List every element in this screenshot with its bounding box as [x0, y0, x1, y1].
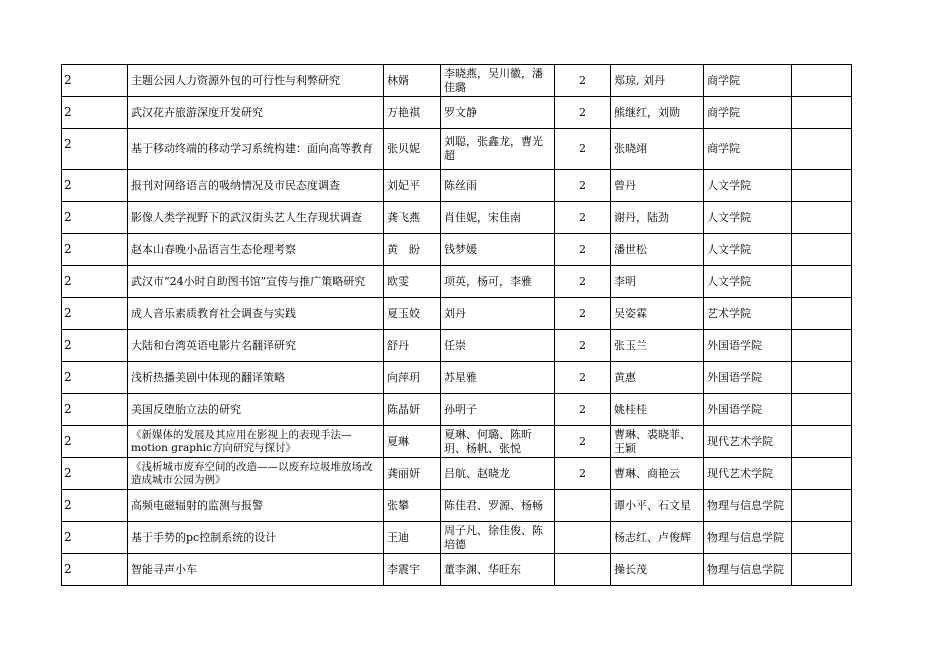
- remark-cell: [792, 458, 852, 490]
- advisor-cell: 吴姿霖: [611, 298, 704, 330]
- title-cell: 武汉市“24小时自助图书馆”宣传与推广策略研究: [128, 266, 384, 298]
- advisor-cell: 曾丹: [611, 170, 704, 202]
- members-cell: 钱梦媛: [441, 234, 555, 266]
- remark-cell: [792, 554, 852, 586]
- members-cell: 吕航、赵晓龙: [441, 458, 555, 490]
- advisor-cell: 杨志红、卢俊辉: [611, 522, 704, 554]
- remark-cell: [792, 394, 852, 426]
- college-cell: 商学院: [704, 129, 792, 170]
- level-cell: 2: [62, 394, 128, 426]
- leader-cell: 夏琳: [384, 426, 441, 458]
- table-row: [62, 129, 852, 170]
- leader-cell: 夏玉姣: [384, 298, 441, 330]
- members-cell: 陈丝雨: [441, 170, 555, 202]
- table-row: [62, 266, 852, 298]
- leader-cell: 向萍玥: [384, 362, 441, 394]
- level-cell: 2: [62, 97, 128, 129]
- members-cell: 陈佳君、罗源、杨畅: [441, 490, 555, 522]
- level-cell: 2: [62, 458, 128, 490]
- college-cell: 外国语学院: [704, 394, 792, 426]
- table-row: [62, 202, 852, 234]
- college-cell: 人文学院: [704, 170, 792, 202]
- leader-cell: 龚丽妍: [384, 458, 441, 490]
- advisor-cell: 张玉兰: [611, 330, 704, 362]
- college-cell: 物理与信息学院: [704, 522, 792, 554]
- table-row: [62, 458, 852, 490]
- leader-cell: 李震宇: [384, 554, 441, 586]
- level-cell: 2: [62, 522, 128, 554]
- college-cell: 商学院: [704, 65, 792, 97]
- college-cell: 物理与信息学院: [704, 490, 792, 522]
- level-cell: 2: [62, 266, 128, 298]
- level-cell: 2: [62, 65, 128, 97]
- count-cell: 2: [555, 129, 611, 170]
- title-cell: 成人音乐素质教育社会调查与实践: [128, 298, 384, 330]
- project-table: [61, 64, 852, 586]
- advisor-cell: 张晓翊: [611, 129, 704, 170]
- college-cell: 人文学院: [704, 234, 792, 266]
- table-row: [62, 522, 852, 554]
- advisor-cell: 郑琼, 刘丹: [611, 65, 704, 97]
- members-cell: 刘聪，张鑫龙，曹光超: [441, 129, 555, 170]
- title-cell: 智能寻声小车: [128, 554, 384, 586]
- title-cell: 《新媒体的发展及其应用在影视上的表现手法—motion graphic方向研究与探讨》: [128, 426, 384, 458]
- count-cell: [555, 554, 611, 586]
- table-row: [62, 234, 852, 266]
- title-cell: 美国反堕胎立法的研究: [128, 394, 384, 426]
- members-cell: 肖佳妮，宋佳南: [441, 202, 555, 234]
- remark-cell: [792, 129, 852, 170]
- level-cell: 2: [62, 170, 128, 202]
- advisor-cell: 熊继红，刘勋: [611, 97, 704, 129]
- remark-cell: [792, 202, 852, 234]
- members-cell: 孙明子: [441, 394, 555, 426]
- advisor-cell: 谢丹，陆劲: [611, 202, 704, 234]
- college-cell: 现代艺术学院: [704, 426, 792, 458]
- count-cell: 2: [555, 97, 611, 129]
- remark-cell: [792, 170, 852, 202]
- college-cell: 现代艺术学院: [704, 458, 792, 490]
- level-cell: 2: [62, 129, 128, 170]
- table-row: [62, 170, 852, 202]
- leader-cell: 舒丹: [384, 330, 441, 362]
- title-cell: 基于移动终端的移动学习系统构建：面向高等教育: [128, 129, 384, 170]
- title-cell: 《浅析城市废弃空间的改造——以废弃垃圾堆放场改造成城市公园为例》: [128, 458, 384, 490]
- table-row: [62, 394, 852, 426]
- level-cell: 2: [62, 202, 128, 234]
- level-cell: 2: [62, 426, 128, 458]
- college-cell: 人文学院: [704, 202, 792, 234]
- members-cell: 周子凡、徐佳俊、陈培德: [441, 522, 555, 554]
- level-cell: 2: [62, 554, 128, 586]
- leader-cell: 黄 盼: [384, 234, 441, 266]
- title-cell: 大陆和台湾英语电影片名翻译研究: [128, 330, 384, 362]
- table-row: [62, 362, 852, 394]
- leader-cell: 陈晶妍: [384, 394, 441, 426]
- level-cell: 2: [62, 362, 128, 394]
- leader-cell: 万艳祺: [384, 97, 441, 129]
- count-cell: [555, 490, 611, 522]
- title-cell: 浅析热播美剧中体现的翻译策略: [128, 362, 384, 394]
- table-row: [62, 298, 852, 330]
- leader-cell: 林婿: [384, 65, 441, 97]
- count-cell: 2: [555, 426, 611, 458]
- table-row: [62, 330, 852, 362]
- table-row: [62, 65, 852, 97]
- count-cell: 2: [555, 330, 611, 362]
- remark-cell: [792, 298, 852, 330]
- remark-cell: [792, 97, 852, 129]
- members-cell: 刘丹: [441, 298, 555, 330]
- remark-cell: [792, 65, 852, 97]
- count-cell: 2: [555, 202, 611, 234]
- remark-cell: [792, 266, 852, 298]
- members-cell: 苏星雅: [441, 362, 555, 394]
- table-row: [62, 426, 852, 458]
- title-cell: 赵本山春晚小品语言生态伦理考察: [128, 234, 384, 266]
- members-cell: 项英，杨可，李雅: [441, 266, 555, 298]
- title-cell: 主题公园人力资源外包的可行性与利弊研究: [128, 65, 384, 97]
- college-cell: 外国语学院: [704, 330, 792, 362]
- leader-cell: 张攀: [384, 490, 441, 522]
- members-cell: 任崇: [441, 330, 555, 362]
- advisor-cell: 黄惠: [611, 362, 704, 394]
- college-cell: 物理与信息学院: [704, 554, 792, 586]
- title-cell: 基于手势的pc控制系统的设计: [128, 522, 384, 554]
- count-cell: 2: [555, 362, 611, 394]
- count-cell: 2: [555, 234, 611, 266]
- remark-cell: [792, 234, 852, 266]
- remark-cell: [792, 490, 852, 522]
- level-cell: 2: [62, 490, 128, 522]
- level-cell: 2: [62, 298, 128, 330]
- advisor-cell: 姚桂桂: [611, 394, 704, 426]
- members-cell: 李晓燕，吴川徽，潘佳璐: [441, 65, 555, 97]
- remark-cell: [792, 522, 852, 554]
- advisor-cell: 潘世松: [611, 234, 704, 266]
- remark-cell: [792, 330, 852, 362]
- table-body: [62, 65, 852, 586]
- level-cell: 2: [62, 330, 128, 362]
- table-row: [62, 554, 852, 586]
- college-cell: 商学院: [704, 97, 792, 129]
- count-cell: 2: [555, 65, 611, 97]
- advisor-cell: 曹琳、商艳云: [611, 458, 704, 490]
- college-cell: 人文学院: [704, 266, 792, 298]
- table-row: [62, 97, 852, 129]
- members-cell: 董李渊、华旺东: [441, 554, 555, 586]
- remark-cell: [792, 362, 852, 394]
- advisor-cell: 谭小平、石文星: [611, 490, 704, 522]
- table-row: [62, 490, 852, 522]
- count-cell: 2: [555, 170, 611, 202]
- count-cell: 2: [555, 458, 611, 490]
- level-cell: 2: [62, 234, 128, 266]
- leader-cell: 刘妃平: [384, 170, 441, 202]
- leader-cell: 王迪: [384, 522, 441, 554]
- count-cell: 2: [555, 394, 611, 426]
- title-cell: 武汉花卉旅游深度开发研究: [128, 97, 384, 129]
- count-cell: 2: [555, 266, 611, 298]
- members-cell: 夏琳、何璐、陈昕玥、杨帆、张悦: [441, 426, 555, 458]
- advisor-cell: 曹琳、裘晓菲、王颖: [611, 426, 704, 458]
- advisor-cell: 李明: [611, 266, 704, 298]
- remark-cell: [792, 426, 852, 458]
- title-cell: 高频电磁辐射的监测与报警: [128, 490, 384, 522]
- advisor-cell: 操长茂: [611, 554, 704, 586]
- count-cell: 2: [555, 298, 611, 330]
- members-cell: 罗文静: [441, 97, 555, 129]
- leader-cell: 龚飞燕: [384, 202, 441, 234]
- title-cell: 影像人类学视野下的武汉街头艺人生存现状调查: [128, 202, 384, 234]
- leader-cell: 张贝妮: [384, 129, 441, 170]
- leader-cell: 欧雯: [384, 266, 441, 298]
- college-cell: 艺术学院: [704, 298, 792, 330]
- college-cell: 外国语学院: [704, 362, 792, 394]
- title-cell: 报刊对网络语言的吸纳情况及市民态度调查: [128, 170, 384, 202]
- count-cell: [555, 522, 611, 554]
